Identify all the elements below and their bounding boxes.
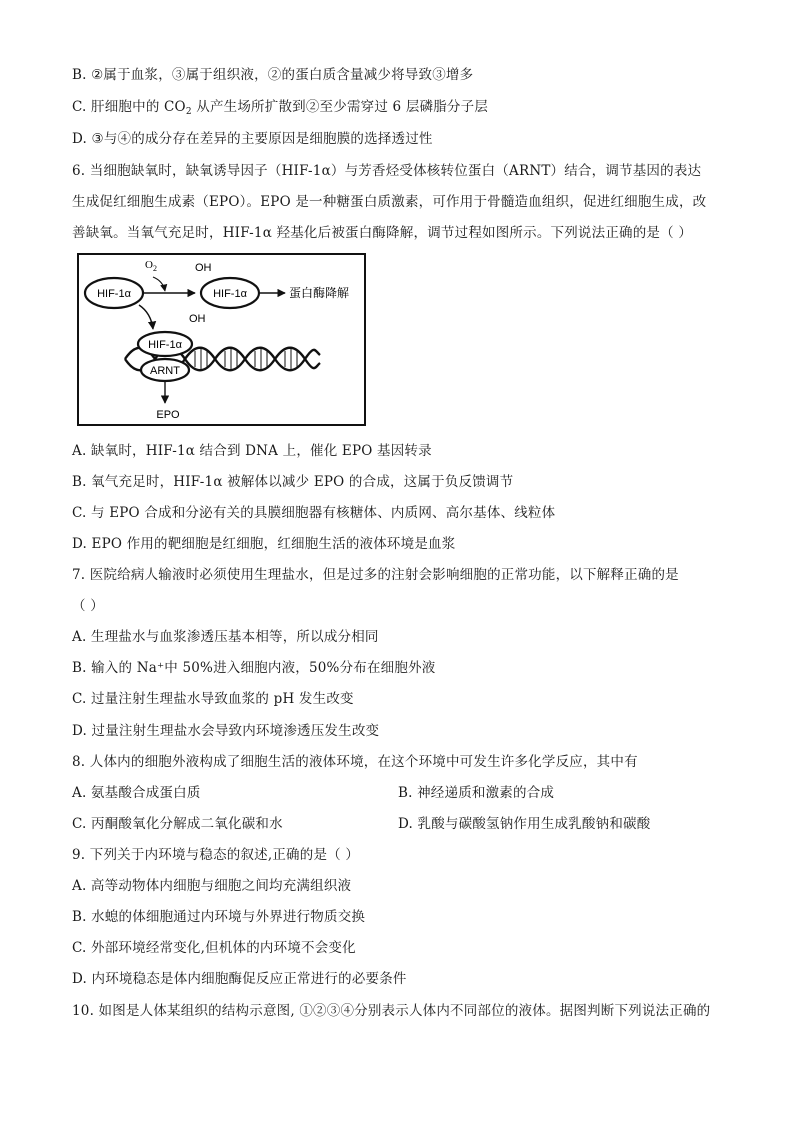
option-b-q5: B. ②属于血浆，③属于组织液，②的蛋白质含量减少将导致③增多 [72,67,474,83]
question-9: 9. 下列关于内环境与稳态的叙述,正确的是（ ） [72,847,360,863]
option-d-q5: D. ③与④的成分存在差异的主要原因是细胞膜的选择透过性 [72,131,433,147]
option-c-q5 [72,98,488,121]
o2-curve [153,277,165,291]
option-b-q9: B. 水螅的体细胞通过内环境与外界进行物质交换 [72,909,366,925]
option-c-q7: C. 过量注射生理盐水导致血浆的 pH 发生改变 [72,691,354,707]
option-d-q6: D. EPO 作用的靶细胞是红细胞，红细胞生活的液体环境是血浆 [72,536,456,552]
question-7-line-1: 7. 医院给病人输液时必须使用生理盐水，但是过多的注射会影响细胞的正常功能，以下解释正确的是 [72,567,679,583]
question-6-line-3: 善缺氧。当氧气充足时，HIF-1α 羟基化后被蛋白酶降解，调节过程如图所示。下列说法正确的是（ ） [72,225,693,241]
option-b-q7: B. 输入的 Na⁺中 50%进入细胞内液，50%分布在细胞外液 [72,660,436,676]
question-10: 10. 如图是人体某组织的结构示意图, ①②③④分别表示人体内不同部位的液体。据图判断下列说法正确的 [72,1003,711,1019]
option-c-q5-pre: C. 肝细胞中的 CO [72,99,186,115]
question-8: 8. 人体内的细胞外液构成了细胞生活的液体环境，在这个环境中可发生许多化学反应，其中有 [72,754,638,770]
option-b-q6: B. 氧气充足时，HIF-1α 被解体以减少 EPO 的合成，这属于负反馈调节 [72,474,514,490]
option-a-q9: A. 高等动物体内细胞与细胞之间均充满组织液 [72,878,352,894]
co2-subscript: 2 [185,107,192,117]
option-d-q7: D. 过量注射生理盐水会导致内环境渗透压发生改变 [72,723,380,739]
option-a-q8: A. 氨基酸合成蛋白质 [72,785,201,801]
option-b-q8: B. 神经递质和激素的合成 [398,785,555,801]
question-7-line-2: （ ） [72,598,104,614]
hif-bound-label: HIF-1α [148,339,182,351]
arnt-label: ARNT [150,365,180,377]
option-d-q9: D. 内环境稳态是体内细胞酶促反应正常进行的必要条件 [72,971,407,987]
option-c-q9: C. 外部环境经常变化,但机体的内环境不会变化 [72,940,356,956]
oh-bottom-label: OH [189,313,206,325]
o2-label: $O_2$ [145,259,157,273]
hif-regulation-figure [77,253,366,426]
hif-right-label: HIF-1α [213,288,247,300]
option-a-q7: A. 生理盐水与血浆渗透压基本相等，所以成分相同 [72,629,379,645]
option-a-q6: A. 缺氧时，HIF-1α 结合到 DNA 上，催化 EPO 基因转录 [72,443,432,459]
option-c-q8: C. 丙酮酸氧化分解成二氧化碳和水 [72,816,283,832]
question-6-line-2: 生成促红细胞生成素（EPO）。EPO 是一种糖蛋白质激素，可作用于骨髓造血组织，促进红细胞生成，改 [72,194,707,210]
option-c-q5-post: 从产生场所扩散到②至少需穿过 6 层磷脂分子层 [191,99,489,115]
epo-label: EPO [156,409,180,421]
hif-left-label: HIF-1α [97,288,131,300]
question-6-line-1: 6. 当细胞缺氧时，缺氧诱导因子（HIF-1α）与芳香烃受体核转位蛋白（ARNT）结合，调节基因的表达 [72,163,702,179]
oh-top-label: OH [195,262,212,274]
degrade-label: 蛋白酶降解 [289,286,350,300]
option-d-q8: D. 乳酸与碳酸氢钠作用生成乳酸钠和碳酸 [398,816,651,832]
option-c-q6: C. 与 EPO 合成和分泌有关的具膜细胞器有核糖体、内质网、高尔基体、线粒体 [72,505,556,521]
binding-arrow [139,305,153,329]
